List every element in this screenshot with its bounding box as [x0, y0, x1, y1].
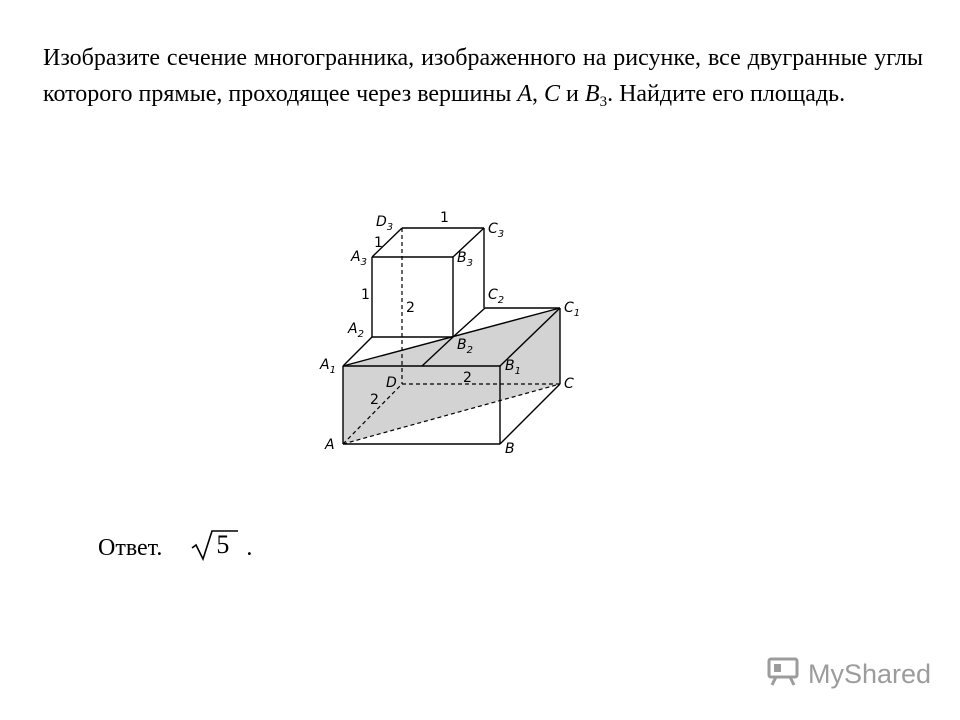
- edge-label-base-width: 2: [463, 370, 472, 386]
- label-b2: $B_2$: [457, 337, 473, 356]
- label-d: D: [386, 375, 397, 391]
- label-a: A: [325, 437, 335, 453]
- watermark-text: MyShared: [808, 659, 932, 689]
- radicand: 5: [216, 530, 230, 559]
- edge-label-top: 1: [440, 210, 449, 226]
- label-d3: $D_3$: [376, 214, 394, 233]
- problem-text: [43, 40, 923, 112]
- edge-label-inner-height: 2: [406, 300, 415, 316]
- label-b1: $B_1$: [505, 358, 521, 377]
- vertex-b-subscript: 3: [599, 94, 608, 110]
- label-b3: $B_3$: [457, 250, 473, 269]
- conjunction: и: [560, 81, 585, 107]
- cross-section: [343, 308, 560, 444]
- label-c1: $C_1$: [564, 300, 581, 319]
- answer: [98, 528, 252, 562]
- watermark: [766, 656, 931, 693]
- label-a1: $A_1$: [320, 357, 336, 376]
- presentation-icon: [766, 656, 800, 693]
- label-c: C: [564, 376, 574, 392]
- label-c2: $C_2$: [488, 287, 505, 306]
- problem-text-part1: Изобразите сечение многогранника, изображенного на рисунке, все двугранные углы которого прямые, проходящее через вершины: [43, 45, 923, 107]
- comma: ,: [532, 81, 545, 107]
- edge-label-base-depth: 2: [370, 392, 379, 408]
- problem-text-part2: . Найдите его площадь.: [607, 81, 846, 107]
- label-a3: $A_3$: [351, 249, 367, 268]
- edge-label-top-depth: 1: [374, 235, 383, 251]
- polyhedron-figure: [300, 196, 600, 466]
- vertex-c: C: [544, 81, 561, 107]
- answer-label: Ответ.: [98, 535, 163, 561]
- sqrt-expression: [190, 528, 240, 562]
- edge-label-cube-height: 1: [361, 287, 370, 303]
- label-c3: $C_3$: [488, 221, 505, 240]
- radical-sign: [190, 528, 240, 562]
- label-a2: $A_2$: [348, 321, 364, 340]
- label-b: B: [505, 441, 515, 457]
- answer-period: .: [246, 535, 253, 561]
- vertex-b: B: [584, 81, 600, 107]
- vertex-a: A: [517, 81, 533, 107]
